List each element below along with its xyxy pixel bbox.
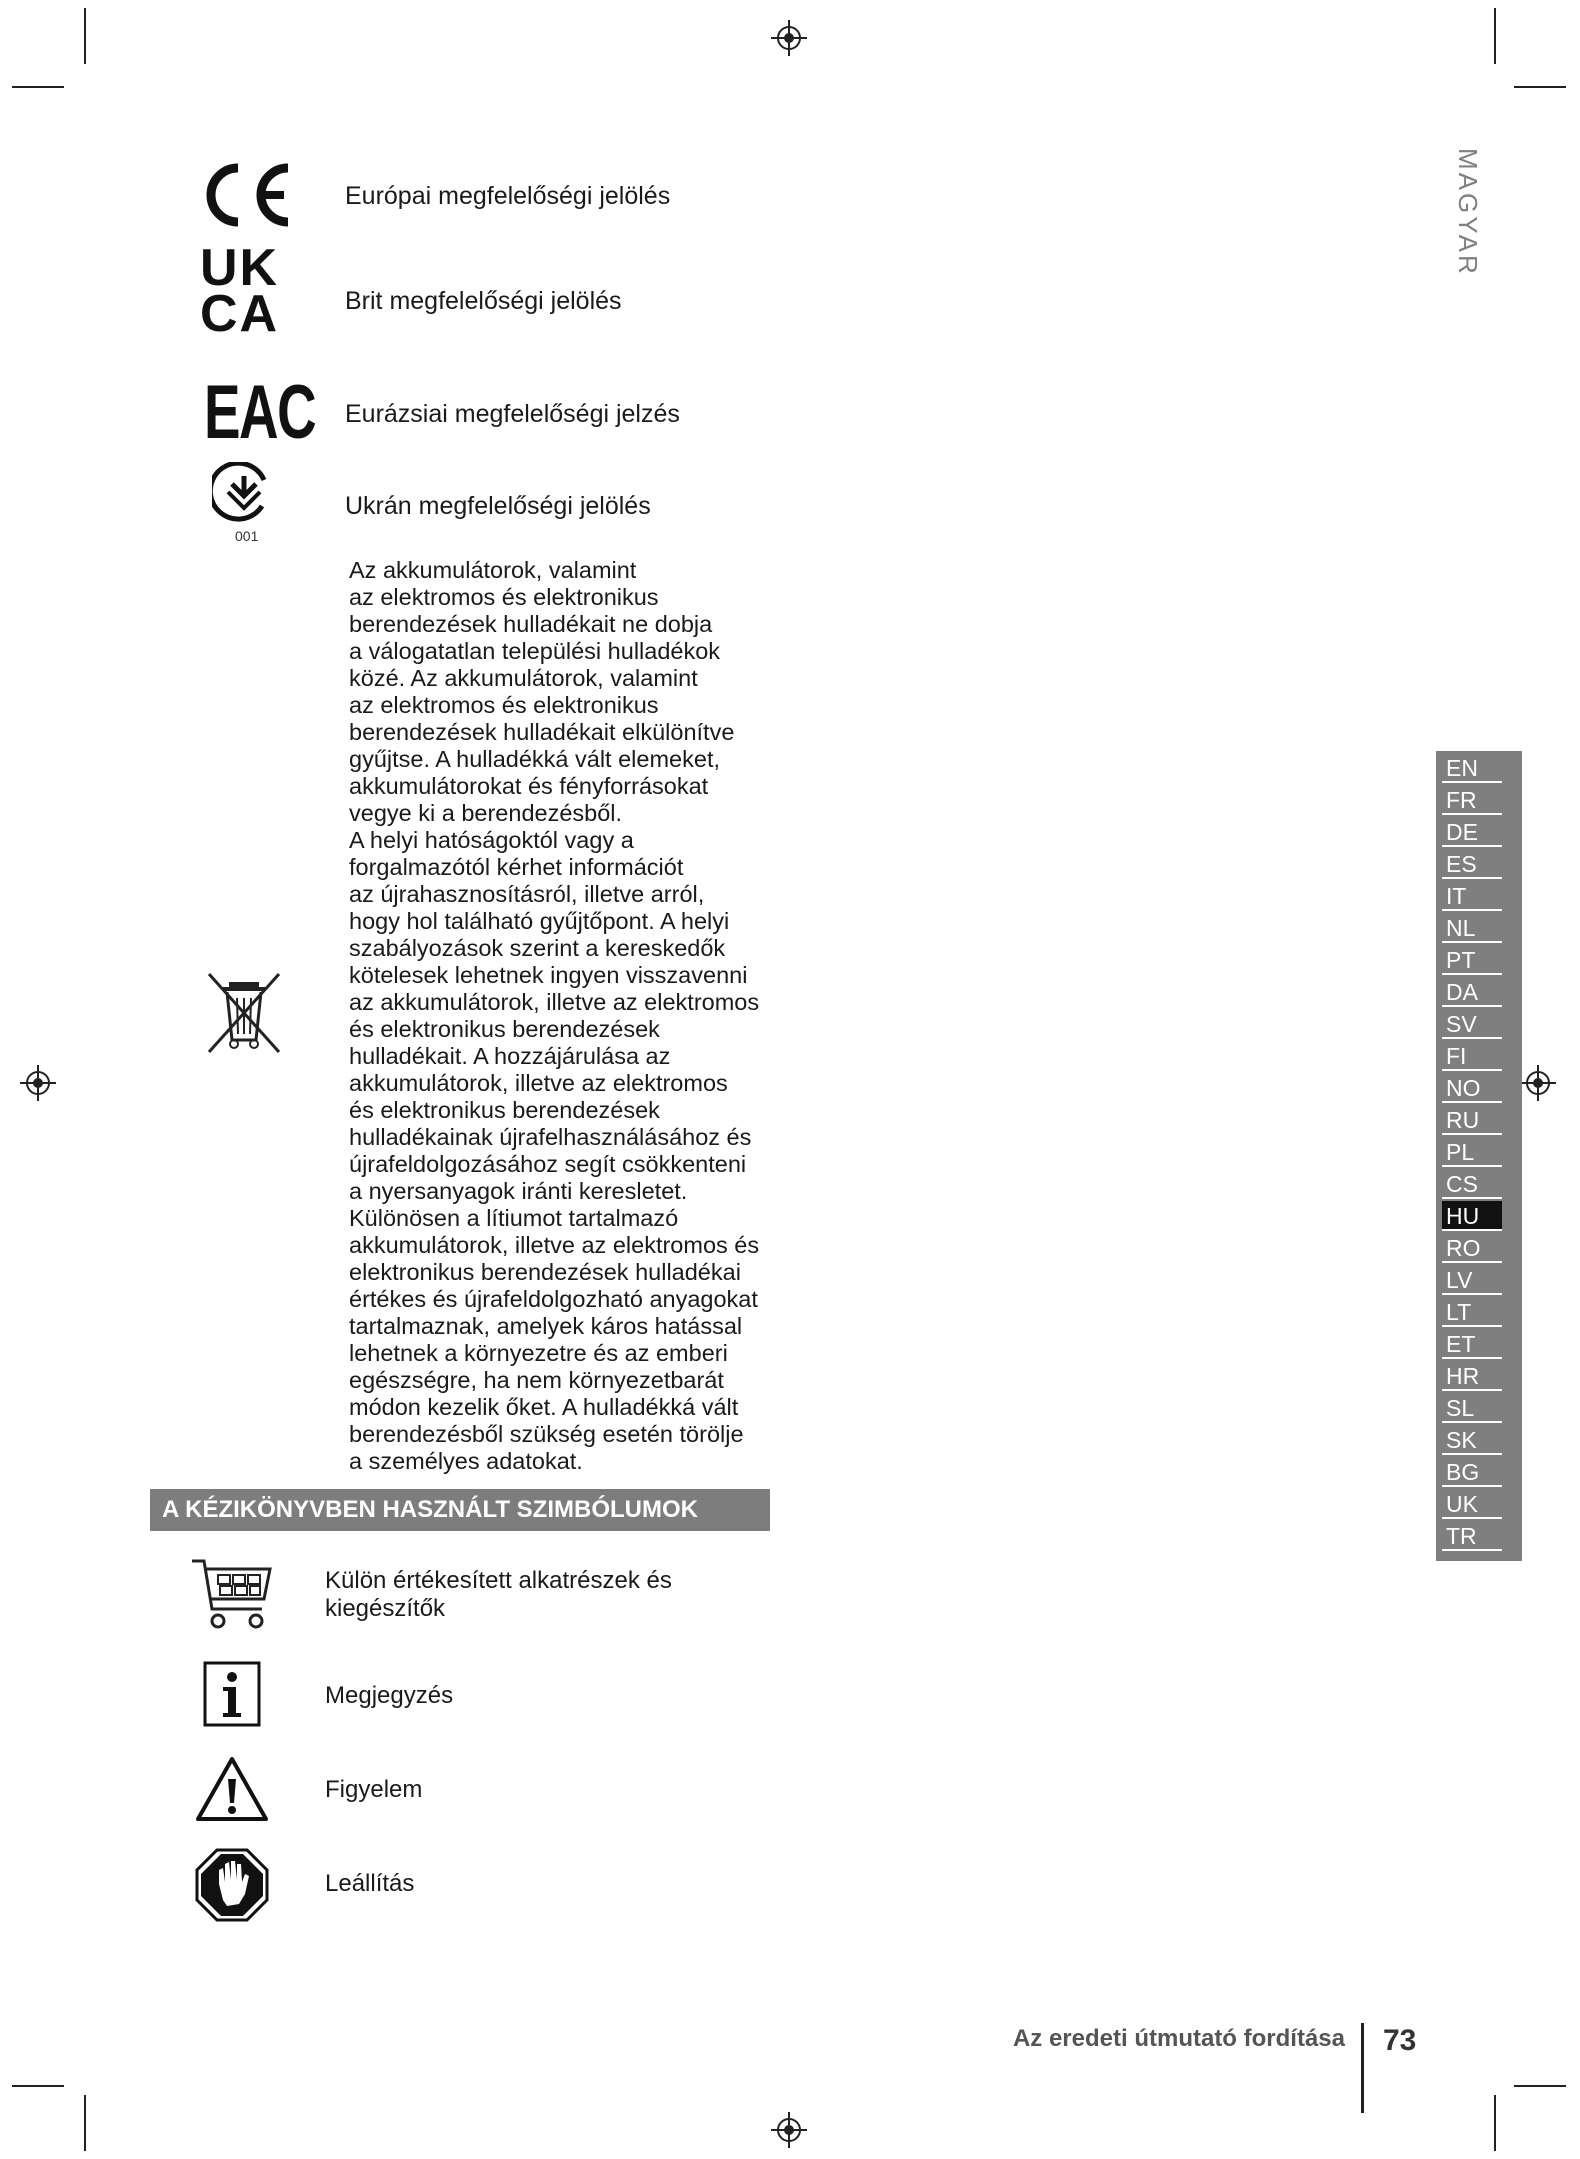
crop-mark	[1494, 2095, 1496, 2151]
lang-item-hr[interactable]: HR	[1442, 1361, 1502, 1391]
symbol-label-note: Megjegyzés	[325, 1682, 454, 1709]
lang-item-en[interactable]: EN	[1442, 753, 1502, 783]
lang-item-lv[interactable]: LV	[1442, 1265, 1502, 1295]
lang-item-hu[interactable]: HU	[1442, 1201, 1502, 1231]
text-line: az elektromos és elektronikus	[349, 584, 659, 610]
shopping-cart-icon	[190, 1555, 274, 1635]
symbol-label-attention: Figyelem	[325, 1776, 423, 1803]
text-line: és elektronikus berendezések	[349, 1097, 660, 1123]
language-index	[1436, 751, 1522, 1561]
weee-disposal-text	[349, 557, 789, 1475]
conformity-mark-label: Brit megfelelőségi jelölés	[345, 287, 622, 315]
warning-triangle-icon	[195, 1755, 269, 1823]
text-line: akkumulátorokat és fényforrásokat	[349, 773, 709, 799]
text-line: egészségre, ha nem környezetbarát	[349, 1367, 724, 1393]
ukrainian-mark-icon	[212, 462, 276, 526]
eac-mark-icon: EAC	[204, 370, 316, 455]
crop-mark	[84, 2095, 86, 2151]
crossed-bin-icon	[205, 972, 283, 1054]
text-line: újrafeldolgozásához segít csökkenteni	[349, 1151, 747, 1177]
text-line: berendezések hulladékait ne dobja	[349, 611, 713, 637]
lang-item-sv[interactable]: SV	[1442, 1009, 1502, 1039]
text-line: hogy hol található gyűjtőpont. A helyi	[349, 908, 730, 934]
stop-hand-icon	[195, 1848, 269, 1922]
crop-mark	[1514, 2085, 1566, 2087]
lang-item-nl[interactable]: NL	[1442, 913, 1502, 943]
text-line: gyűjtse. A hulladékká vált elemeket,	[349, 746, 720, 772]
lang-item-da[interactable]: DA	[1442, 977, 1502, 1007]
lang-item-cs[interactable]: CS	[1442, 1169, 1502, 1199]
symbols-section-header: A KÉZIKÖNYVBEN HASZNÁLT SZIMBÓLUMOK	[150, 1489, 770, 1531]
footer-divider	[1361, 2023, 1364, 2113]
text-line: vegye ki a berendezésből.	[349, 800, 623, 826]
lang-item-et[interactable]: ET	[1442, 1329, 1502, 1359]
text-line: hulladékainak újrafelhasználásához és	[349, 1124, 752, 1150]
lang-item-sl[interactable]: SL	[1442, 1393, 1502, 1423]
side-language-title: MAGYAR	[1453, 148, 1483, 277]
lang-item-pt[interactable]: PT	[1442, 945, 1502, 975]
lang-item-bg[interactable]: BG	[1442, 1457, 1502, 1487]
conformity-mark-eac	[180, 372, 740, 462]
text-line: berendezések hulladékait elkülönítve	[349, 719, 735, 745]
ce-mark-icon	[198, 160, 294, 230]
lang-item-fr[interactable]: FR	[1442, 785, 1502, 815]
lang-item-uk[interactable]: UK	[1442, 1489, 1502, 1519]
crop-mark	[12, 86, 64, 88]
info-icon	[203, 1661, 261, 1727]
lang-item-ro[interactable]: RO	[1442, 1233, 1502, 1263]
text-line: és elektronikus berendezések	[349, 1016, 660, 1042]
text-line: tartalmaznak, amelyek káros hatással	[349, 1313, 743, 1339]
symbol-label-stop: Leállítás	[325, 1870, 415, 1897]
lang-item-es[interactable]: ES	[1442, 849, 1502, 879]
lang-item-fi[interactable]: FI	[1442, 1041, 1502, 1071]
text-line: módon kezelik őket. A hulladékká vált	[349, 1394, 739, 1420]
registration-mark-icon	[18, 1063, 58, 1103]
page-number: 73	[1383, 2024, 1417, 2057]
text-line: akkumulátorok, illetve az elektromos és	[349, 1232, 760, 1258]
text-line: a válogatatlan települési hulladékok	[349, 638, 721, 664]
text-line: a személyes adatokat.	[349, 1448, 583, 1474]
text-line: az elektromos és elektronikus	[349, 692, 659, 718]
registration-mark-icon	[769, 18, 809, 58]
text-line: hulladékait. A hozzájárulása az	[349, 1043, 671, 1069]
symbol-label-accessories	[325, 1567, 672, 1623]
conformity-mark-label: Eurázsiai megfelelőségi jelzés	[345, 400, 680, 428]
text-line: Az akkumulátorok, valamint	[349, 557, 637, 583]
conformity-mark-label: Ukrán megfelelőségi jelölés	[345, 492, 651, 520]
text-line: értékes és újrafeldolgozható anyagokat	[349, 1286, 758, 1312]
conformity-mark-ce	[180, 160, 740, 232]
conformity-mark-label: Európai megfelelőségi jelölés	[345, 182, 671, 210]
lang-item-sk[interactable]: SK	[1442, 1425, 1502, 1455]
lang-item-tr[interactable]: TR	[1442, 1521, 1502, 1551]
text-line: forgalmazótól kérhet információt	[349, 854, 684, 880]
ukrainian-mark-number: 001	[235, 528, 259, 544]
text-line: berendezésből szükség esetén törölje	[349, 1421, 744, 1447]
lang-item-ru[interactable]: RU	[1442, 1105, 1502, 1135]
text-line: szabályozások szerint a kereskedők	[349, 935, 726, 961]
crop-mark	[84, 8, 86, 64]
text-line: A helyi hatóságoktól vagy a	[349, 827, 634, 853]
text-line: kötelesek lehetnek ingyen visszavenni	[349, 962, 748, 988]
registration-mark-icon	[769, 2110, 809, 2150]
registration-mark-icon	[1518, 1063, 1558, 1103]
text-line: elektronikus berendezések hulladékai	[349, 1259, 741, 1285]
ukca-mark-icon: UK CA	[200, 239, 280, 343]
conformity-mark-ukrainian	[180, 462, 740, 552]
lang-item-de[interactable]: DE	[1442, 817, 1502, 847]
text-line: a nyersanyagok iránti keresletet.	[349, 1178, 688, 1204]
symbol-label-line: kiegészítők	[325, 1595, 446, 1622]
text-line: lehetnek a környezetre és az emberi	[349, 1340, 728, 1366]
text-line: akkumulátorok, illetve az elektromos	[349, 1070, 728, 1096]
symbol-label-line: Külön értékesített alkatrészek és	[325, 1567, 672, 1594]
lang-item-pl[interactable]: PL	[1442, 1137, 1502, 1167]
lang-item-lt[interactable]: LT	[1442, 1297, 1502, 1327]
conformity-mark-ukca	[180, 239, 740, 345]
text-line: az újrahasznosításról, illetve arról,	[349, 881, 705, 907]
lang-item-it[interactable]: IT	[1442, 881, 1502, 911]
lang-item-no[interactable]: NO	[1442, 1073, 1502, 1103]
text-line: az akkumulátorok, illetve az elektromos	[349, 989, 760, 1015]
crop-mark	[1494, 8, 1496, 64]
crop-mark	[12, 2085, 64, 2087]
footer-translation-note: Az eredeti útmutató fordítása	[1012, 2025, 1345, 2052]
crop-mark	[1514, 86, 1566, 88]
text-line: közé. Az akkumulátorok, valamint	[349, 665, 698, 691]
text-line: Különösen a lítiumot tartalmazó	[349, 1205, 679, 1231]
